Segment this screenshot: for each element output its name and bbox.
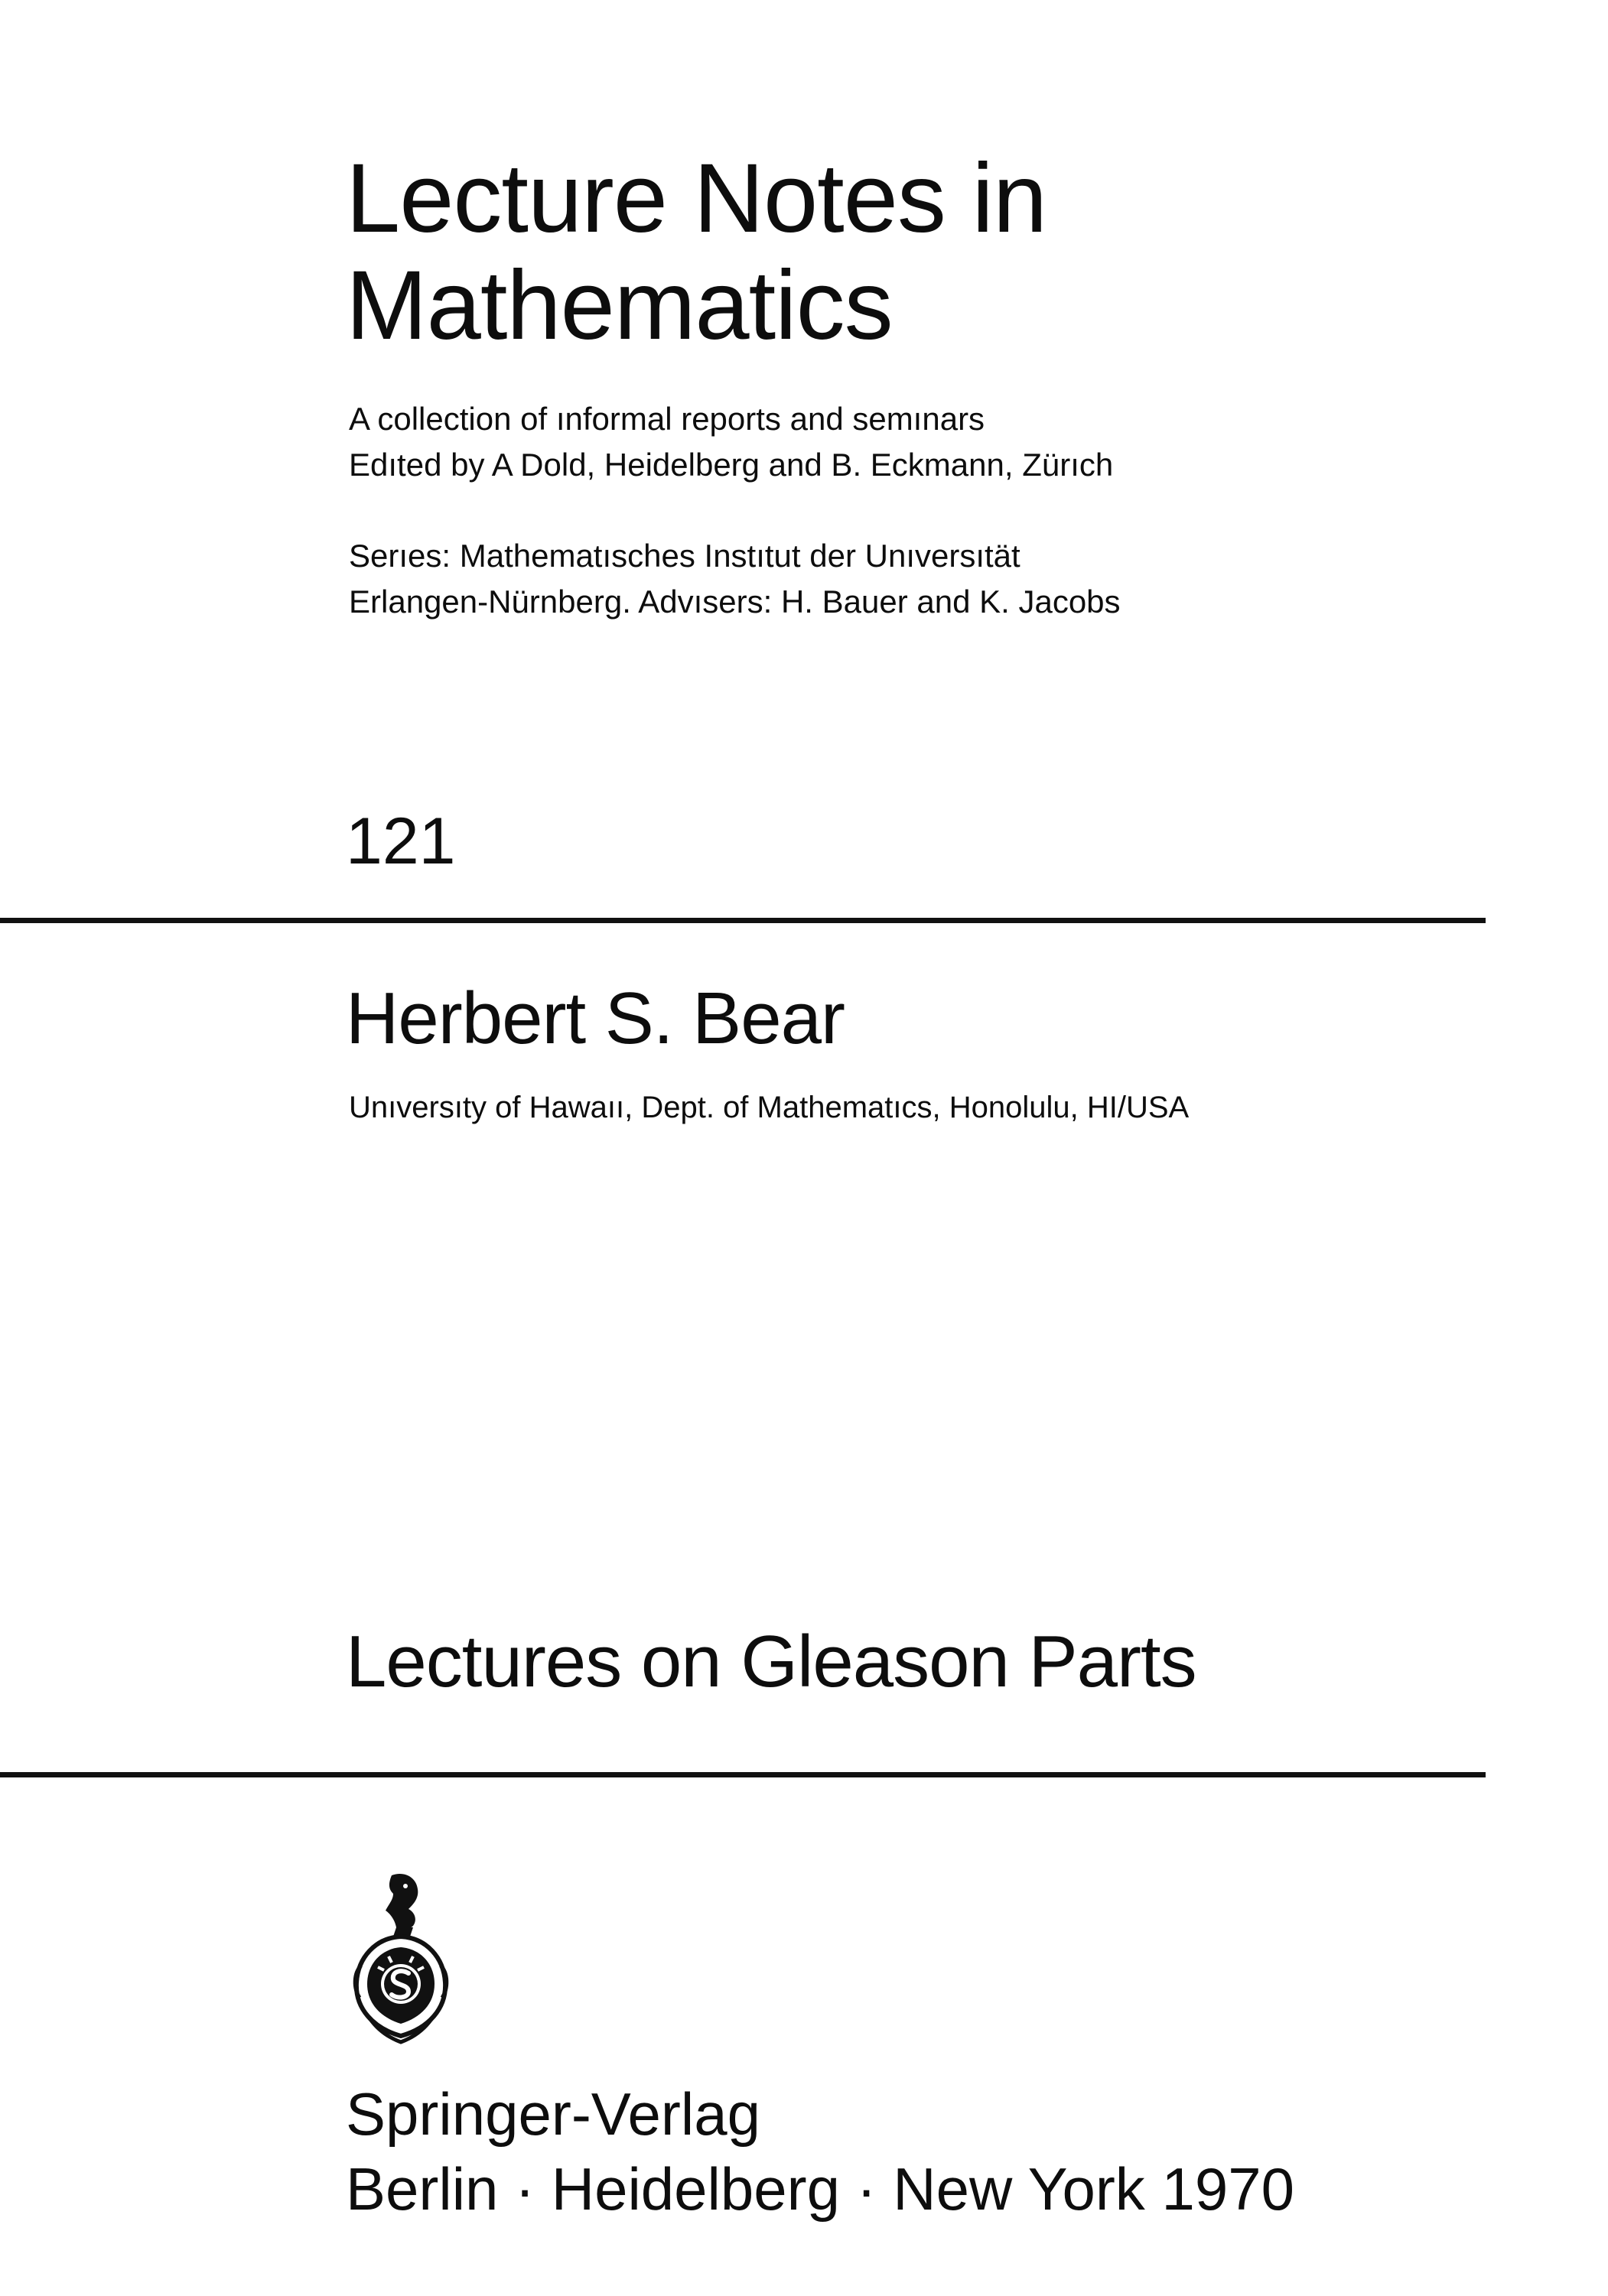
top-divider-rule	[0, 918, 1486, 923]
subseries-info	[349, 533, 1121, 625]
author-name: Herbert S. Bear	[346, 977, 845, 1059]
volume-number: 121	[346, 805, 456, 878]
series-description-line-1: A collection of ınformal reports and semınars	[349, 401, 985, 437]
publisher-imprint	[346, 2076, 1294, 2226]
author-affiliation: Unıversıty of Hawaıı, Dept. of Mathematıcs, Honolulu, HI/USA	[349, 1091, 1190, 1124]
subseries-line-2: Erlangen-Nürnberg. Advısers: H. Bauer and K. Jacobs	[349, 584, 1121, 620]
series-title	[346, 145, 1047, 359]
bottom-divider-rule	[0, 1772, 1486, 1777]
publisher-name: Springer-Verlag	[346, 2080, 760, 2148]
series-title-line-2: Mathematics	[346, 251, 893, 360]
subseries-line-1: Serıes: Mathematısches Instıtut der Unıversıtät	[349, 538, 1020, 574]
series-description	[349, 396, 1113, 488]
springer-knight-logo-icon	[347, 1866, 454, 2050]
book-title: Lectures on Gleason Parts	[346, 1621, 1196, 1702]
publisher-locations-year: Berlin · Heidelberg · New York 1970	[346, 2155, 1295, 2223]
series-editors-line: Edıted by A Dold, Heidelberg and B. Eckmann, Zürıch	[349, 447, 1114, 483]
series-title-line-1: Lecture Notes in	[346, 144, 1047, 253]
